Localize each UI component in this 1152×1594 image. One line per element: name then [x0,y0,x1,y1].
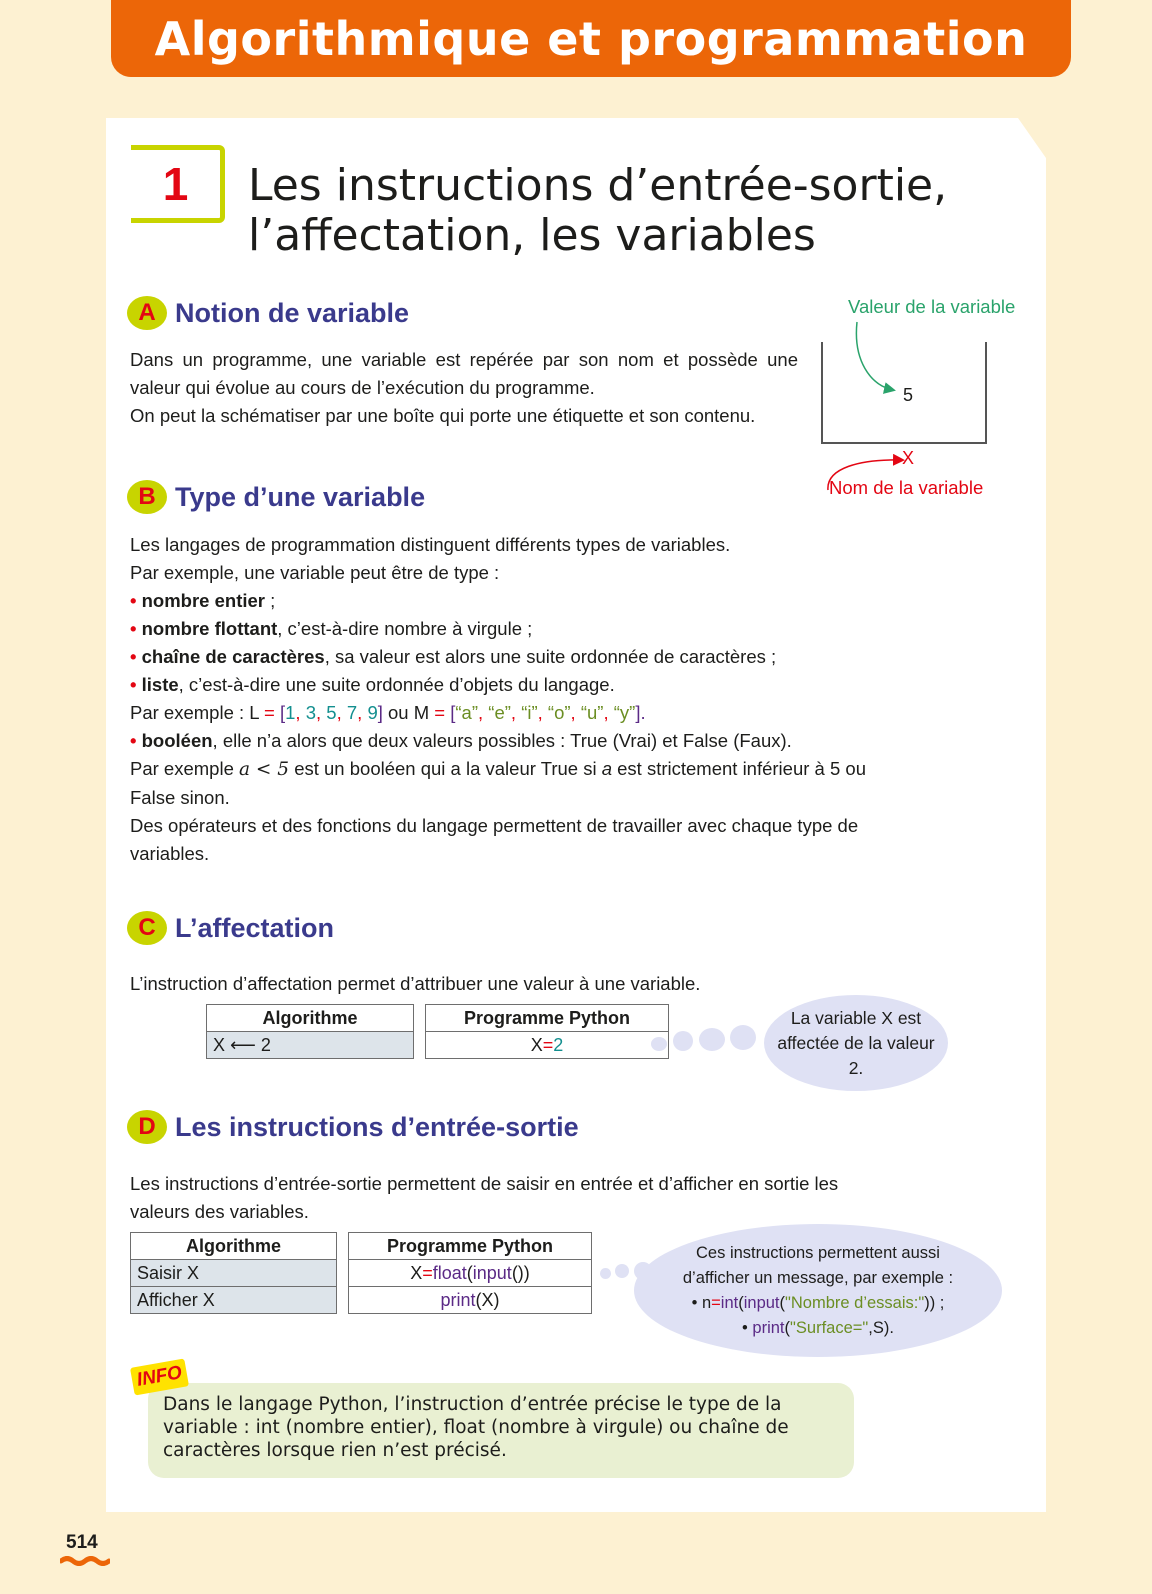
header-title: Algorithmique et programmation [154,11,1028,66]
py-func: input [472,1262,512,1283]
python-row-output [349,1287,592,1314]
py-val: 2 [553,1034,564,1055]
io-algo-table [130,1232,337,1314]
boolean-example-math: a < 5 [239,759,290,780]
info-box: Dans le langage Python, l’instruction d’entrée précise le type de la variable : int (nombre entier), float (nombre à virgule) ou chaîne de caractères lorsque rien n’est précisé. [148,1383,854,1478]
list-example-prefix: Par exemple : L [130,702,265,723]
list-bracket: [ [274,702,286,723]
py-arg: (X) [475,1289,500,1310]
bullet: • [130,646,137,667]
page-number: 514 [66,1532,98,1553]
comma: , [603,702,614,723]
list-string: “e” [488,702,511,723]
thought-dot [699,1028,725,1051]
variable-name-label: Nom de la variable [829,477,984,498]
comma: , [478,702,489,723]
section-c-text: L’instruction d’affectation permet d’attribuer une valeur à une variable. [130,973,701,994]
type-item-float [130,615,890,643]
list-string: “y” [613,702,636,723]
section-b-intro2: Par exemple, une variable peut être de type : [130,562,500,583]
python-header: Programme Python [426,1005,669,1032]
list-value: 9 [367,702,378,723]
algo-cell: X ⟵ 2 [207,1032,414,1059]
list-bracket: ]. [635,702,646,723]
list-example-mid: ou M [382,702,435,723]
section-a-text [130,346,798,430]
type-integer-rest: ; [264,590,276,611]
header-band [111,0,1071,77]
io-bubble-example2 [683,1316,953,1341]
py-func: int [720,1293,739,1312]
list-bracket: ] [377,702,383,723]
section-a-title: Notion de variable [175,297,410,328]
list-value: 1 [285,702,296,723]
algo-header: Algorithme [207,1005,414,1032]
io-bubble [634,1224,1002,1357]
boolean-example-end: est strictement inférieur à 5 ou False sinon. [130,758,866,808]
info-tag: INFO [130,1358,189,1395]
comma: , [357,702,368,723]
py-paren: ()) [511,1262,530,1283]
list-value: 5 [326,702,337,723]
py-paren: ( [466,1262,473,1283]
thought-dot [600,1268,611,1279]
section-d-letter: D [127,1110,167,1144]
section-b-heading [127,480,425,514]
type-boolean-rest: , elle n’a alors que deux valeurs possibles : True (Vrai) et False (Faux). [212,730,792,751]
io-bubble-example1 [683,1291,953,1316]
list-string: “o” [547,702,571,723]
section-b-intro1: Les langages de programmation distinguent différents types de variables. [130,534,731,555]
comma: , [510,702,522,723]
boolean-example-var: a [601,758,612,779]
io-python-table [348,1232,592,1314]
py-eq: = [542,1034,554,1055]
type-list-rest: , c’est-à-dire une suite ordonnée d’objets du langage. [178,674,615,695]
type-list-label: liste [141,674,179,695]
type-item-integer [130,587,890,615]
boolean-example [130,755,890,812]
section-c-letter: C [127,911,167,945]
section-b-closing: Des opérateurs et des fonctions du langage permettent de travailler avec chaque type de variables. [130,815,859,864]
type-boolean-label: booléen [141,730,213,751]
bullet: • [130,618,137,639]
py-string: "Nombre d’essais:" [785,1293,925,1312]
affectation-python-table [425,1004,669,1059]
bullet: • [130,674,137,695]
list-string: “u” [580,702,604,723]
list-example [130,699,890,727]
py-func: float [432,1262,467,1283]
list-string: “i” [521,702,538,723]
chapter-number: 1 [162,158,189,210]
section-c-heading [127,911,334,945]
algo-header: Algorithme [131,1233,337,1260]
algo-row-input: Saisir X [131,1260,337,1287]
example-bullet: • n [691,1293,712,1312]
thought-dot [673,1031,693,1051]
io-bubble-line2: d’afficher un message, par exemple : [682,1268,954,1287]
section-d-text: Les instructions d’entrée-sortie permettent de saisir en entrée et d’afficher en sortie les valeurs des variables. [130,1173,839,1222]
section-a-heading [127,296,409,330]
py-paren: ( [784,1318,791,1337]
type-float-rest: , c’est-à-dire nombre à virgule ; [277,618,533,639]
comma: , [316,702,327,723]
section-a-paragraph1: Dans un programme, une variable est repérée par son nom et possède une valeur qui évolue au cours de l’exécution du programme. [130,349,798,398]
list-value: 7 [346,702,358,723]
python-header: Programme Python [349,1233,592,1260]
comma: , [295,702,306,723]
page-number-underline [60,1556,110,1566]
section-b-letter: B [127,480,167,514]
type-float-label: nombre flottant [141,618,278,639]
py-func: print [440,1289,476,1310]
py-paren: ( [738,1293,744,1312]
python-cell [426,1032,669,1059]
section-b-text [130,531,890,868]
example-bullet: • [742,1318,753,1337]
chapter-title [248,161,968,261]
py-string: "Surface=" [790,1318,869,1337]
list-string: “a” [455,702,479,723]
py-var: X [410,1262,423,1283]
chapter-number-box [131,145,225,223]
py-paren: ( [779,1293,786,1312]
eq-sign: = [264,702,275,723]
section-c-title: L’affectation [175,912,335,943]
affectation-bubble: La variable X est affectée de la valeur 2. [764,995,948,1091]
io-bubble-line1: Ces instructions permettent aussi [696,1243,940,1262]
list-value: 3 [305,702,316,723]
section-a-paragraph2: On peut la schématiser par une boîte qui porte une étiquette et son contenu. [130,405,756,426]
type-item-string [130,643,890,671]
py-end: ,S). [868,1318,894,1337]
py-eq: = [711,1293,721,1312]
section-d-heading [127,1110,579,1144]
comma: , [570,702,581,723]
thought-dot [615,1264,629,1278]
comma: , [537,702,548,723]
py-func: print [752,1318,785,1337]
boolean-example-prefix: Par exemple [130,758,239,779]
type-string-rest: , sa valeur est alors une suite ordonnée de caractères ; [324,646,777,667]
type-string-label: chaîne de caractères [141,646,325,667]
list-bracket: [ [445,702,456,723]
type-integer-label: nombre entier [141,590,265,611]
chapter-title-line1: Les instructions d’entrée-sortie, [248,160,948,211]
thought-dot [651,1037,667,1051]
variable-value-label: Valeur de la variable [848,296,1016,317]
py-func: input [743,1293,780,1312]
type-item-boolean [130,727,890,755]
section-d-title: Les instructions d’entrée-sortie [175,1111,579,1142]
type-item-list [130,671,890,699]
eq-sign: = [434,702,446,723]
boolean-example-mid: est un booléen qui a la valeur True si [289,758,602,779]
py-end: )) ; [924,1293,945,1312]
section-b-title: Type d’une variable [175,481,426,512]
bullet: • [130,590,137,611]
variable-value: 5 [903,385,914,405]
affectation-algo-table [206,1004,414,1059]
algo-row-output: Afficher X [131,1287,337,1314]
section-a-letter: A [127,296,167,330]
py-eq: = [422,1262,433,1283]
python-row-input [349,1260,592,1287]
py-var: X [530,1034,543,1055]
chapter-title-line2: l’affectation, les variables [248,210,816,261]
variable-name: X [902,448,915,468]
thought-dot [730,1025,756,1050]
bullet: • [130,730,137,751]
comma: , [336,702,347,723]
